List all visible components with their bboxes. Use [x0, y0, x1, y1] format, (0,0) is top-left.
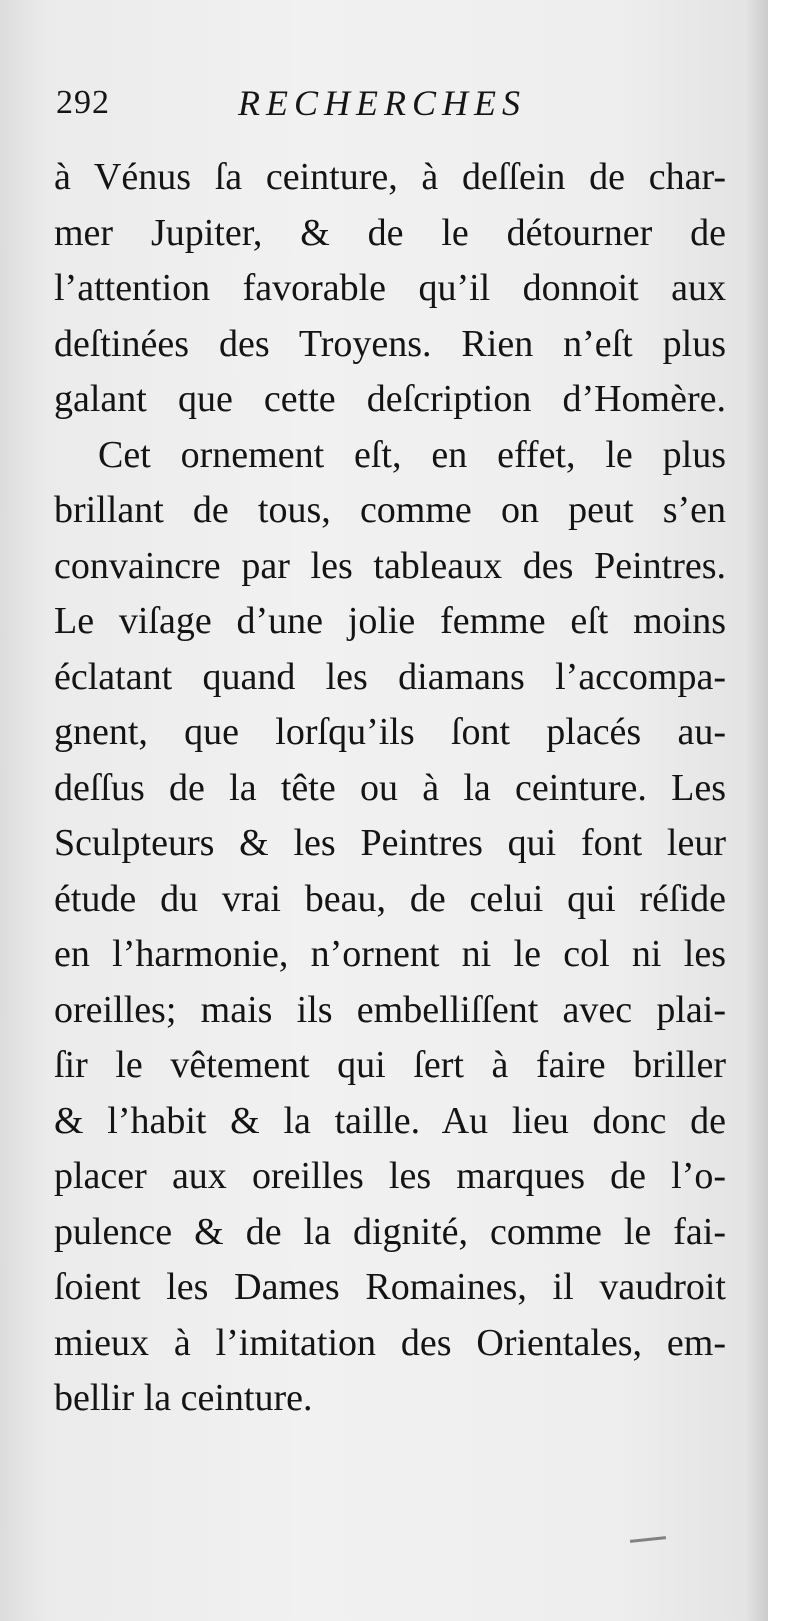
page-header [56, 78, 716, 138]
text-line: pulence & de la dignité, comme le fai- [54, 1210, 726, 1253]
text-line: deſſus de la tête ou à la ceinture. Les [54, 766, 726, 809]
text-line: ſir le vêtement qui ſert à faire briller [54, 1044, 726, 1086]
text-line: Sculpteurs & les Peintres qui font leur [54, 822, 726, 864]
text-line: placer aux oreilles les marques de l’o- [54, 1155, 726, 1197]
text-line: mieux à l’imitation des Orientales, em- [54, 1321, 726, 1364]
text-line: ſoient les Dames Romaines, il vaudroit [54, 1266, 726, 1308]
text-line: à Vénus ſa ceinture, à deſſein de char- [54, 156, 726, 198]
paragraph-first-line: Cet ornement eſt, en effet, le plus [98, 433, 726, 476]
text-line: gnent, que lorſqu’ils ſont placés au- [54, 711, 726, 753]
text-line: étude du vrai beau, de celui qui réſide [54, 877, 726, 920]
text-line: deſtinées des Troyens. Rien n’eſt plus [54, 322, 726, 365]
text-line: mer Jupiter, & de le détourner de [54, 211, 726, 254]
text-line: brillant de tous, comme on peut s’en [54, 489, 726, 531]
body-text [54, 150, 726, 1427]
text-line: Le viſage d’une jolie femme eſt moins [54, 600, 726, 642]
page-number: 292 [56, 84, 110, 121]
text-line: éclatant quand les diamans l’accompa- [54, 655, 726, 698]
ink-mark [630, 1536, 666, 1543]
gutter-shadow [746, 0, 768, 1621]
text-line: galant que cette deſcription d’Homère. [54, 378, 726, 420]
text-line: oreilles; mais ils embelliſſent avec plai- [54, 988, 726, 1031]
text-line: convaincre par les tableaux des Peintres. [54, 544, 726, 587]
text-line: & l’habit & la taille. Au lieu donc de [54, 1099, 726, 1142]
text-line: en l’harmonie, n’ornent ni le col ni les [54, 933, 726, 975]
running-head: RECHERCHES [238, 83, 526, 123]
paragraph-last-line: bellir la ceinture. [54, 1377, 313, 1419]
text-line: l’attention favorable qu’il donnoit aux [54, 267, 726, 309]
